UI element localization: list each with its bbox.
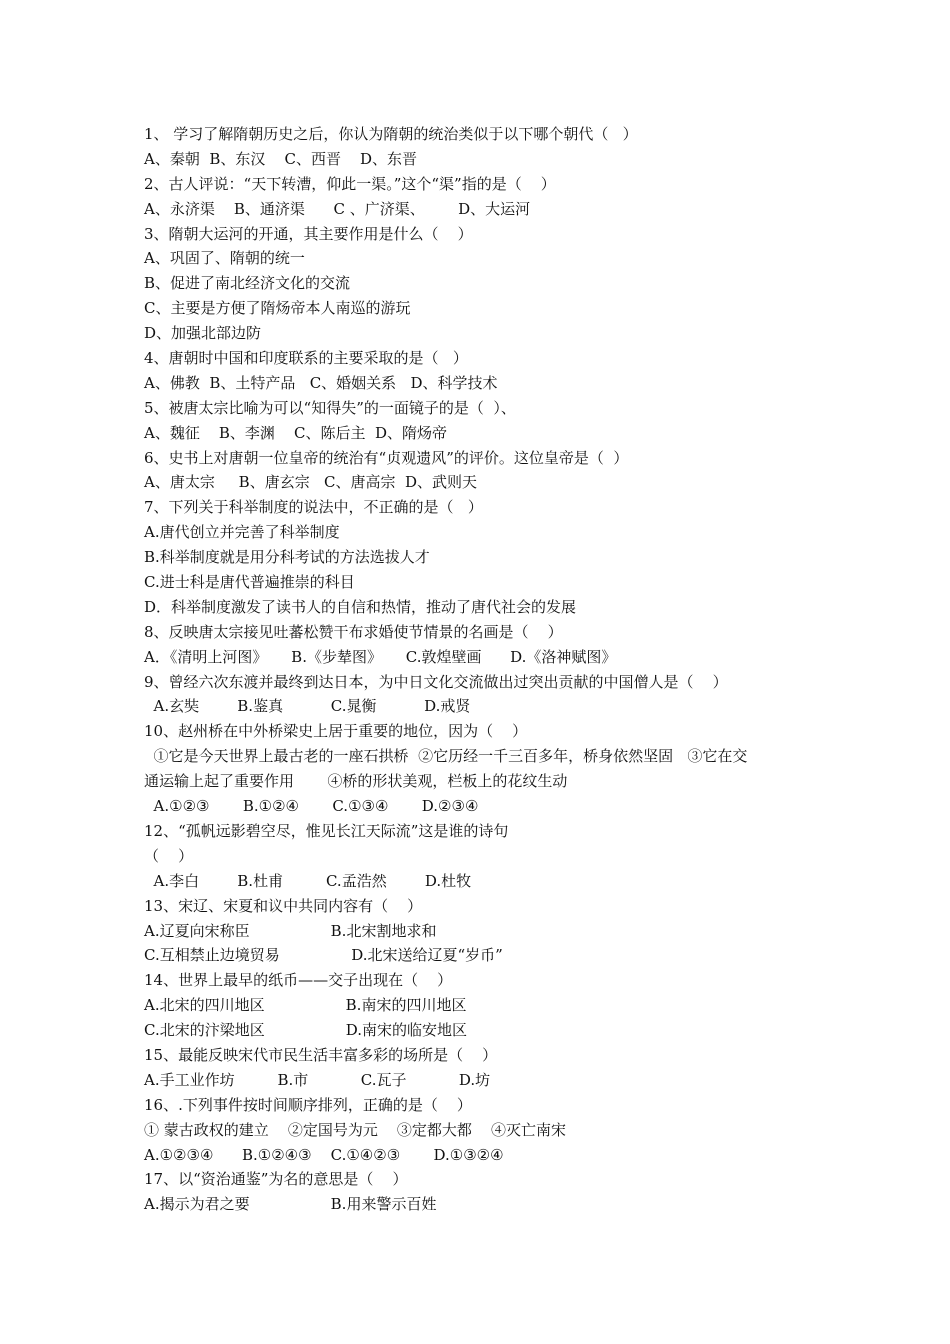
- text-line: A.手工业作坊 B.市 C.瓦子 D.坊: [144, 1070, 491, 1089]
- text-line: B、促进了南北经济文化的交流: [144, 274, 351, 293]
- text-line: ①它是今天世界上最古老的一座石拱桥 ②它历经一千三百多年，桥身依然坚固 ③它在交: [144, 747, 748, 766]
- text-line: 1、 学习了解隋朝历史之后，你认为隋朝的统治类似于以下哪个朝代（ ）: [144, 125, 638, 143]
- text-line: 10、赵州桥在中外桥梁史上居于重要的地位，因为（ ）: [144, 722, 528, 741]
- text-line: A.①②③④ B.①②④③ C.①④②③ D.①③②④: [144, 1145, 504, 1164]
- text-line: A.北宋的四川地区 B.南宋的四川地区: [144, 996, 467, 1015]
- text-line: A、秦朝 B、东汉 C、西晋 D、东晋: [144, 149, 418, 168]
- text-line: C.进士科是唐代普遍推崇的科目: [144, 573, 355, 592]
- text-line: 13、宋辽、宋夏和议中共同内容有（ ）: [144, 896, 423, 915]
- text-line: C.北宋的汴梁地区 D.南宋的临安地区: [144, 1021, 468, 1040]
- text-line: 通运输上起了重要作用 ④桥的形状美观，栏板上的花纹生动: [144, 772, 568, 791]
- text-line: A、魏征 B、李渊 C、陈后主 D、隋炀帝: [144, 423, 448, 442]
- text-line: 6、史书上对唐朝一位皇帝的统治有“贞观遗风”的评价。这位皇帝是（ ）: [144, 448, 629, 467]
- text-line: （ ）: [144, 846, 194, 865]
- text-line: 17、以“资治通鉴”为名的意思是（ ）: [144, 1170, 408, 1189]
- text-line: A、永济渠 B、通济渠 C 、广济渠、 D、大运河: [144, 199, 531, 218]
- text-line: A.玄奘 B.鉴真 C.晁衡 D.戒贤: [144, 697, 471, 716]
- text-line: A．《清明上河图》 B.《步辇图》 C.敦煌壁画 D.《洛神赋图》: [144, 647, 617, 666]
- text-line: A.①②③ B.①②④ C.①③④ D.②③④: [144, 797, 479, 816]
- text-line: 7、下列关于科举制度的说法中，不正确的是（ ）: [144, 498, 483, 517]
- text-line: 4、唐朝时中国和印度联系的主要采取的是（ ）: [144, 349, 468, 368]
- text-line: A.辽夏向宋称臣 B.北宋割地求和: [144, 921, 437, 940]
- text-line: A、巩固了、隋朝的统一: [144, 249, 305, 268]
- text-line: A.唐代创立并完善了科举制度: [144, 523, 340, 542]
- text-line: 16、.下列事件按时间顺序排列，正确的是（ ）: [144, 1095, 472, 1114]
- text-line: A、唐太宗 B、唐玄宗 C、唐高宗 D、武则天: [144, 473, 478, 492]
- text-line: 8、反映唐太宗接见吐蕃松赞干布求婚使节情景的名画是（ ）: [144, 622, 563, 641]
- text-line: C、主要是方便了隋炀帝本人南巡的游玩: [144, 299, 411, 318]
- text-line: A、佛教 B、土特产品 C、婚姻关系 D、科学技术: [144, 373, 498, 392]
- text-line: 12、“孤帆远影碧空尽，惟见长江天际流”这是谁的诗句: [144, 821, 509, 840]
- text-line: 9、曾经六次东渡并最终到达日本，为中日文化交流做出过突出贡献的中国僧人是（ ）: [144, 672, 728, 691]
- text-line: C.互相禁止边境贸易 D.北宋送给辽夏“岁币”: [144, 946, 503, 965]
- text-line: 2、古人评说：“天下转漕，仰此一渠。”这个“渠”指的是（ ）: [144, 174, 556, 193]
- text-line: A.揭示为君之要 B.用来警示百姓: [144, 1195, 437, 1214]
- text-line: 15、最能反映宋代市民生活丰富多彩的场所是（ ）: [144, 1045, 498, 1064]
- text-line: D、加强北部边防: [144, 324, 262, 343]
- text-line: 14、世界上最早的纸币——交子出现在（ ）: [144, 971, 453, 990]
- document-body: [144, 122, 824, 1217]
- text-line: 3、隋朝大运河的开通，其主要作用是什么（ ）: [144, 224, 473, 243]
- text-line: ① 蒙古政权的建立 ②定国号为元 ③定都大都 ④灭亡南宋: [144, 1120, 566, 1139]
- text-line: A.李白 B.杜甫 C.孟浩然 D.杜牧: [144, 871, 472, 890]
- text-line: 5、被唐太宗比喻为可以“知得失”的一面镜子的是（ ）、: [144, 398, 516, 417]
- text-line: B.科举制度就是用分科考试的方法选拔人才: [144, 548, 430, 567]
- text-line: D．科举制度激发了读书人的自信和热情，推动了唐代社会的发展: [144, 597, 577, 616]
